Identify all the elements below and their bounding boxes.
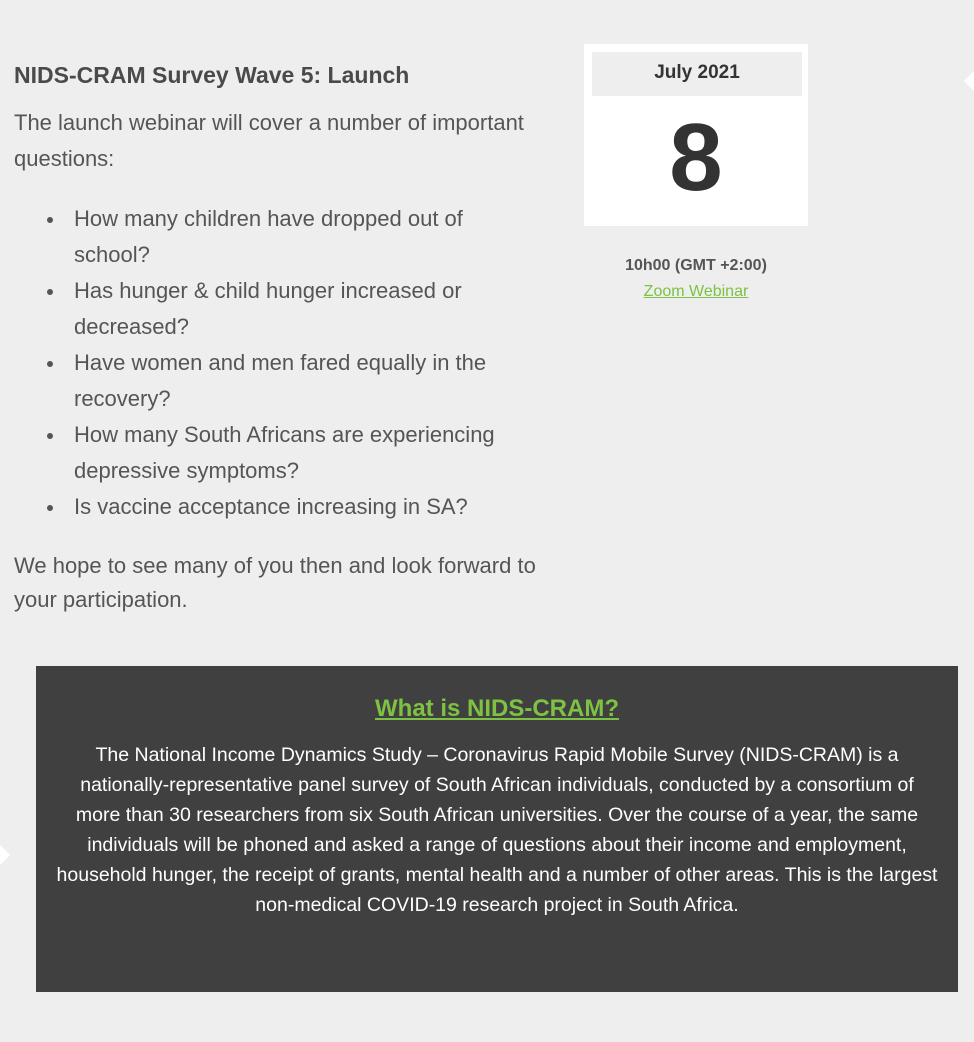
event-intro: The launch webinar will cover a number of important questions:	[14, 110, 524, 171]
bullet-icon	[47, 217, 53, 223]
calendar-day: 8	[669, 104, 723, 211]
event-title: NIDS-CRAM Survey Wave 5: Launch	[14, 62, 410, 88]
calendar-month: July 2021	[592, 52, 802, 96]
bullet-icon	[47, 289, 53, 295]
calendar-date-card	[584, 44, 808, 226]
info-title-link[interactable]: What is NIDS-CRAM?	[375, 695, 619, 722]
question-text: How many South Africans are experiencing depressive symptoms?	[74, 422, 495, 483]
list-item	[74, 345, 544, 417]
list-item	[74, 417, 544, 489]
zoom-webinar-link[interactable]: Zoom Webinar	[643, 283, 749, 300]
list-item	[74, 489, 544, 525]
question-text: Is vaccine acceptance increasing in SA?	[74, 494, 468, 519]
question-text: Has hunger & child hunger increased or decreased?	[74, 278, 462, 339]
list-item	[74, 201, 544, 273]
info-body: The National Income Dynamics Study – Coronavirus Rapid Mobile Survey (NIDS-CRAM) is a nationally-representative panel survey of South African individuals, conducted by a consortium of more than 30 researchers from six South African universities. Over the course of a year, the same individuals will be phoned and asked a range of questions about their income and employment, household hunger, the receipt of grants, mental health and a number of other areas. This is the largest non-medical COVID-19 research project in South Africa.	[56, 744, 938, 916]
bullet-icon	[47, 505, 53, 511]
bullet-icon	[47, 361, 53, 367]
info-title-container	[36, 693, 958, 725]
bullet-icon	[47, 433, 53, 439]
question-text: Have women and men fared equally in the recovery?	[74, 350, 487, 411]
question-text: How many children have dropped out of school?	[74, 206, 463, 267]
info-panel	[36, 666, 958, 992]
decorative-arrow-left	[0, 843, 10, 867]
questions-list	[14, 201, 544, 525]
list-item	[74, 273, 544, 345]
event-closing: We hope to see many of you then and look forward to your participation.	[14, 553, 536, 612]
decorative-arrow-right	[964, 69, 974, 93]
event-description	[14, 58, 544, 617]
zoom-link-container	[584, 281, 808, 303]
event-time: 10h00 (GMT +2:00)	[625, 257, 767, 274]
